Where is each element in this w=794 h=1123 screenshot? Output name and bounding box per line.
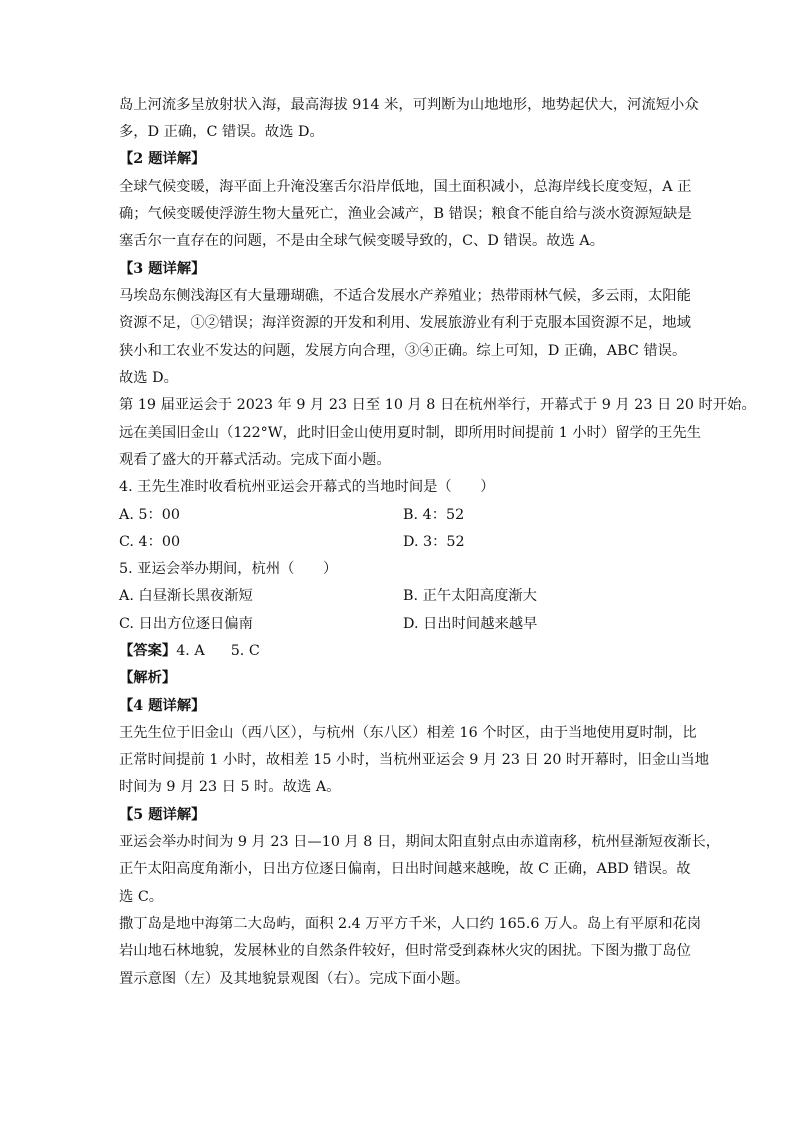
answer-label: 【答案】 xyxy=(119,643,177,659)
text-line: 远在美国旧金山（122°W，此时旧金山使用夏时制，即所用时间提前 1 小时）留学的王先生 xyxy=(119,425,702,441)
section-heading: 【4 题详解】 xyxy=(119,698,206,714)
option-b: B. 4：52 xyxy=(403,507,465,523)
option-b: B. 正午太阳高度渐大 xyxy=(403,588,537,604)
option-a: A. 5：00 xyxy=(119,507,180,523)
text-line: 故选 D。 xyxy=(119,370,178,386)
text-line: 马埃岛东侧浅海区有大量珊瑚礁，不适合发展水产养殖业；热带雨林气候，多云雨，太阳能 xyxy=(119,288,691,304)
section-heading: 【5 题详解】 xyxy=(119,807,206,823)
answer-line xyxy=(119,644,679,658)
text-line: 撒丁岛是地中海第二大岛屿，面积 2.4 万平方千米，人口约 165.6 万人。岛上有平原和花岗 xyxy=(119,916,702,932)
text-line: 选 C。 xyxy=(119,889,164,905)
question-5-stem: 5. 亚运会举办期间，杭州（ ） xyxy=(119,561,338,577)
text-line: 观看了盛大的开幕式活动。完成下面小题。 xyxy=(119,452,391,468)
text-line: 正常时间提前 1 小时，故相差 15 小时，当杭州亚运会 9 月 23 日 20 时开幕时，旧金山当地 xyxy=(119,752,710,768)
option-d: D. 3：52 xyxy=(403,534,465,550)
text-line: 狭小和工农业不发达的问题，发展方向合理，③④正确。综上可知，D 正确，ABC 错误。 xyxy=(119,343,687,359)
text-line: 亚运会举办时间为 9 月 23 日—10 月 8 日，期间太阳直射点由赤道南移，杭州昼渐短夜渐长， xyxy=(119,834,721,850)
option-d: D. 日出时间越来越早 xyxy=(403,616,538,632)
section-heading: 【解析】 xyxy=(119,670,177,686)
section-heading: 【3 题详解】 xyxy=(119,261,206,277)
option-c: C. 4：00 xyxy=(119,534,181,550)
text-line: 全球气候变暖，海平面上升淹没塞舌尔沿岸低地，国土面积减小，总海岸线长度变短，A 正 xyxy=(119,179,692,195)
section-heading: 【2 题详解】 xyxy=(119,151,206,167)
text-line: 岛上河流多呈放射状入海，最高海拔 914 米，可判断为山地地形，地势起伏大，河流短小众 xyxy=(119,97,699,113)
option-a: A. 白昼渐长黑夜渐短 xyxy=(119,588,253,604)
answer-4: 4. A xyxy=(176,643,205,659)
text-line: 时间为 9 月 23 日 5 时。故选 A。 xyxy=(119,779,341,795)
text-line: 塞舌尔一直存在的问题，不是由全球气候变暖导致的，C、D 错误。故选 A。 xyxy=(119,233,605,249)
text-line: 多，D 正确，C 错误。故选 D。 xyxy=(119,124,324,140)
option-c: C. 日出方位逐日偏南 xyxy=(119,616,253,632)
text-line: 确；气候变暖使浮游生物大量死亡，渔业会减产，B 错误；粮食不能自给与淡水资源短缺是 xyxy=(119,206,692,222)
text-line: 正午太阳高度角渐小，日出方位逐日偏南，日出时间越来越晚，故 C 正确，ABD 错误。故 xyxy=(119,861,691,877)
text-line: 岩山地石林地貌，发展林业的自然条件较好，但时常受到森林火灾的困扰。下图为撒丁岛位 xyxy=(119,943,691,959)
text-line: 第 19 届亚运会于 2023 年 9 月 23 日至 10 月 8 日在杭州举行，开幕式于 9 月 23 日 20 时开始。 xyxy=(119,397,756,413)
question-4-stem: 4. 王先生准时收看杭州亚运会开幕式的当地时间是（ ） xyxy=(119,479,495,495)
text-line: 王先生位于旧金山（西八区），与杭州（东八区）相差 16 个时区，由于当地使用夏时制，比 xyxy=(119,725,697,741)
text-line: 资源不足，①②错误；海洋资源的开发和利用、发展旅游业有利于克服本国资源不足，地域 xyxy=(119,315,691,331)
answer-5: 5. C xyxy=(230,643,260,659)
text-line: 置示意图（左）及其地貌景观图（右）。完成下面小题。 xyxy=(119,971,470,987)
